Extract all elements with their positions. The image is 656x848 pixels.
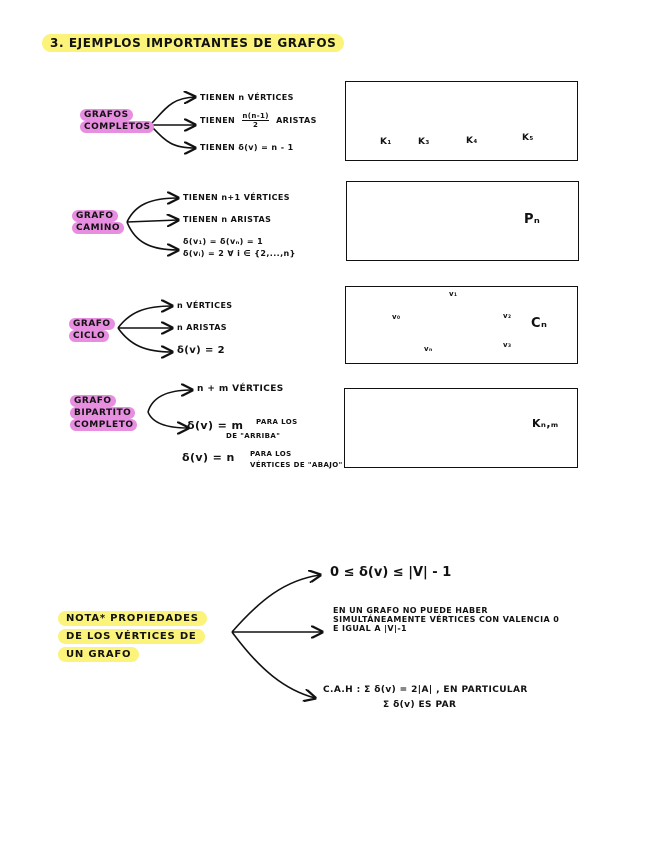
arrow [127, 220, 178, 222]
arrow [232, 575, 320, 632]
graph-label: Pₙ [524, 212, 541, 227]
nota-property-3: C.A.H : Σ δ(v) = 2|A| , EN PARTICULAR Σ δ(v) ES PAR [323, 685, 528, 710]
property-text: TIENEN n VÉRTICES [200, 93, 294, 102]
property-text: TIENEN $\frac{n(n-1)}{2}$ ARISTAS [200, 112, 317, 129]
property-text: n + m VÉRTICES [197, 384, 284, 394]
nota-property-2: EN UN GRAFO NO PUEDE HABER SIMULTÁNEAMENTE VÉRTICES CON VALENCIA 0 E IGUAL A |V|-1 [333, 606, 560, 633]
arrow [127, 222, 178, 250]
arrow [232, 632, 315, 698]
graph-label: Kₙ,ₘ [532, 417, 559, 430]
arrow [150, 97, 195, 125]
nota-property-1: 0 ≤ δ(v) ≤ |V| - 1 [330, 565, 452, 580]
vertex-label: vₙ [424, 345, 433, 353]
vertex-label: v₁ [449, 290, 458, 298]
arrow [148, 390, 192, 412]
path-graph-box [346, 181, 579, 261]
property-text: VÉRTICES DE "ABAJO" [250, 461, 343, 469]
property-text: δ(vᵢ) = 2 ∀ i ∈ {2,...,n} [183, 249, 296, 258]
fraction: $\frac{n(n-1)}{2}$ [242, 112, 269, 129]
property-text: δ(v) = 2 [177, 345, 226, 356]
graph-label: K₃ [418, 137, 430, 147]
graph-label: K₅ [522, 133, 534, 143]
section-label-complete: GRAFOS COMPLETOS [80, 109, 154, 133]
graph-label: K₁ [380, 137, 392, 147]
property-text: δ(v) = n [182, 451, 235, 464]
vertex-label: v₀ [392, 313, 401, 321]
property-text: TIENEN δ(v) = n - 1 [200, 143, 294, 152]
section-label-cycle: GRAFO CICLO [69, 318, 115, 342]
section-label-bipartite: GRAFO BIPARTITO COMPLETO [70, 395, 137, 431]
arrow [150, 125, 195, 148]
vertex-label: v₃ [503, 341, 512, 349]
complete-graphs-box [345, 81, 578, 161]
property-text: PARA LOS [256, 418, 298, 426]
property-text: n ARISTAS [177, 323, 227, 332]
arrow [148, 412, 188, 428]
property-text: n VÉRTICES [177, 301, 233, 310]
page-title: 3. EJEMPLOS IMPORTANTES DE GRAFOS [42, 36, 344, 50]
property-text: PARA LOS [250, 450, 292, 458]
arrow [118, 306, 172, 328]
arrow [127, 198, 178, 222]
property-text: TIENEN n+1 VÉRTICES [183, 193, 290, 202]
vertex-label: v₂ [503, 312, 512, 320]
nota-label: NOTA* PROPIEDADES DE LOS VÉRTICES DE UN GRAFO [58, 610, 207, 664]
property-text: δ(v) = m [187, 419, 244, 432]
arrow [118, 328, 172, 352]
property-text: δ(v₁) = δ(vₙ) = 1 [183, 237, 264, 246]
property-text: TIENEN n ARISTAS [183, 215, 272, 224]
graph-label: K₄ [466, 136, 478, 146]
section-label-path: GRAFO CAMINO [72, 210, 124, 234]
graph-label: Cₙ [531, 316, 548, 331]
property-text: DE "ARRIBA" [226, 432, 281, 440]
